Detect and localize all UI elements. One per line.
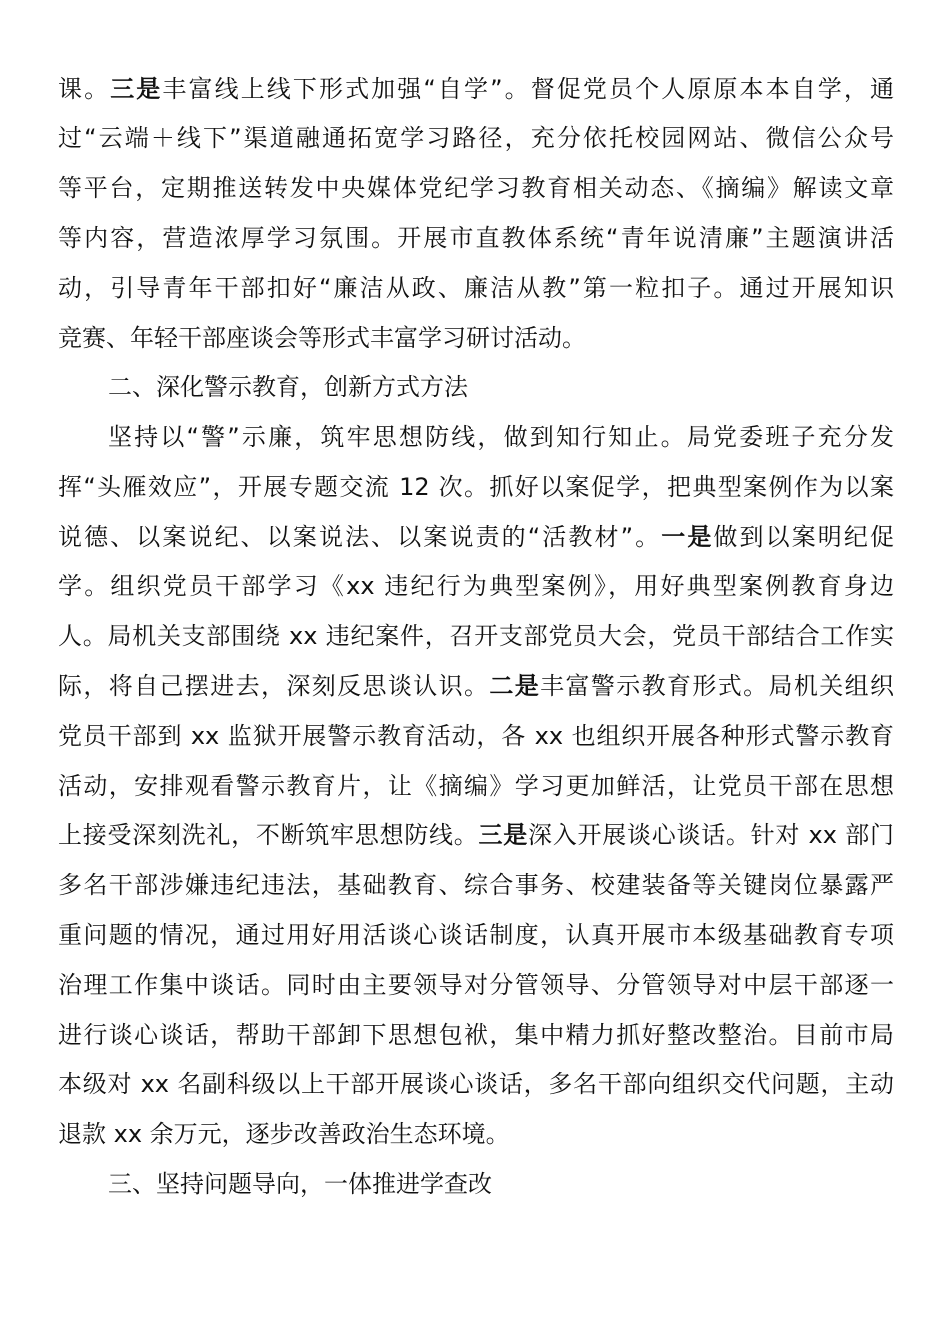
text-line: 治理工作集中谈话。同时由主要领导对分管领导、分管领导对中层干部逐一 <box>58 971 894 999</box>
text-line: 坚持以“警”示廉，筑牢思想防线，做到知行知止。局党委班子充分发 <box>108 423 894 451</box>
text-line: 本级对 xx 名副科级以上干部开展谈心谈话，多名干部向组织交代问题，主动 <box>58 1070 894 1098</box>
text-run: 做到以案明纪促 <box>713 523 894 551</box>
text-run: 际，将自己摆进去，深刻反思谈认识。 <box>58 672 490 700</box>
text-line: 进行谈心谈话，帮助干部卸下思想包袱，集中精力抓好整改整治。目前市局 <box>58 1021 894 1049</box>
section-heading: 二、深化警示教育，创新方式方法 <box>108 373 468 401</box>
text-line: 竞赛、年轻干部座谈会等形式丰富学习研讨活动。 <box>58 324 586 352</box>
emphasis-run: 三是 <box>478 821 529 849</box>
text-run: 丰富线上线下形式加强“自学”。督促党员个人原原本本自学，通 <box>162 75 894 103</box>
text-line: 过“云端＋线下”渠道融通拓宽学习路径，充分依托校园网站、微信公众号 <box>58 124 894 152</box>
section-heading: 三、坚持问题导向，一体推进学查改 <box>108 1170 492 1198</box>
emphasis-run: 三是 <box>110 75 163 103</box>
text-line: 挥“头雁效应”，开展专题交流 12 次。抓好以案促学，把典型案例作为以案 <box>58 473 894 501</box>
text-run: 深入开展谈心谈话。针对 xx 部门 <box>528 821 894 849</box>
text-line: 人。局机关支部围绕 xx 违纪案件，召开支部党员大会，党员干部结合工作实 <box>58 622 894 650</box>
text-run: 上接受深刻洗礼，不断筑牢思想防线。 <box>58 821 479 849</box>
text-line: 多名干部涉嫌违纪违法，基础教育、综合事务、校建装备等关键岗位暴露严 <box>58 871 894 899</box>
text-line: 活动，安排观看警示教育片，让《摘编》学习更加鲜活，让党员干部在思想 <box>58 772 894 800</box>
text-line: 等平台，定期推送转发中央媒体党纪学习教育相关动态、《摘编》解读文章 <box>58 174 894 202</box>
text-line: 动，引导青年干部扣好“廉洁从政、廉洁从教”第一粒扣子。通过开展知识 <box>58 274 894 302</box>
text-line: 等内容，营造浓厚学习氛围。开展市直教体系统“青年说清廉”主题演讲活 <box>58 224 894 252</box>
text-line: 党员干部到 xx 监狱开展警示教育活动，各 xx 也组织开展各种形式警示教育 <box>58 722 894 750</box>
text-run: 丰富警示教育形式。局机关组织 <box>540 672 894 700</box>
text-line <box>58 669 894 703</box>
text-line: 学。组织党员干部学习《xx 违纪行为典型案例》，用好典型案例教育身边 <box>58 572 894 600</box>
text-line <box>58 818 894 852</box>
text-line: 重问题的情况，通过用好用活谈心谈话制度，认真开展市本级基础教育专项 <box>58 921 894 949</box>
text-run: 课。 <box>58 75 111 103</box>
emphasis-run: 一是 <box>661 523 714 551</box>
text-line <box>58 520 894 554</box>
text-run: 说德、以案说纪、以案说法、以案说责的“活教材”。 <box>58 523 662 551</box>
emphasis-run: 二是 <box>489 672 541 700</box>
text-line <box>58 72 894 106</box>
text-line: 退款 xx 余万元，逐步改善政治生态环境。 <box>58 1120 510 1148</box>
